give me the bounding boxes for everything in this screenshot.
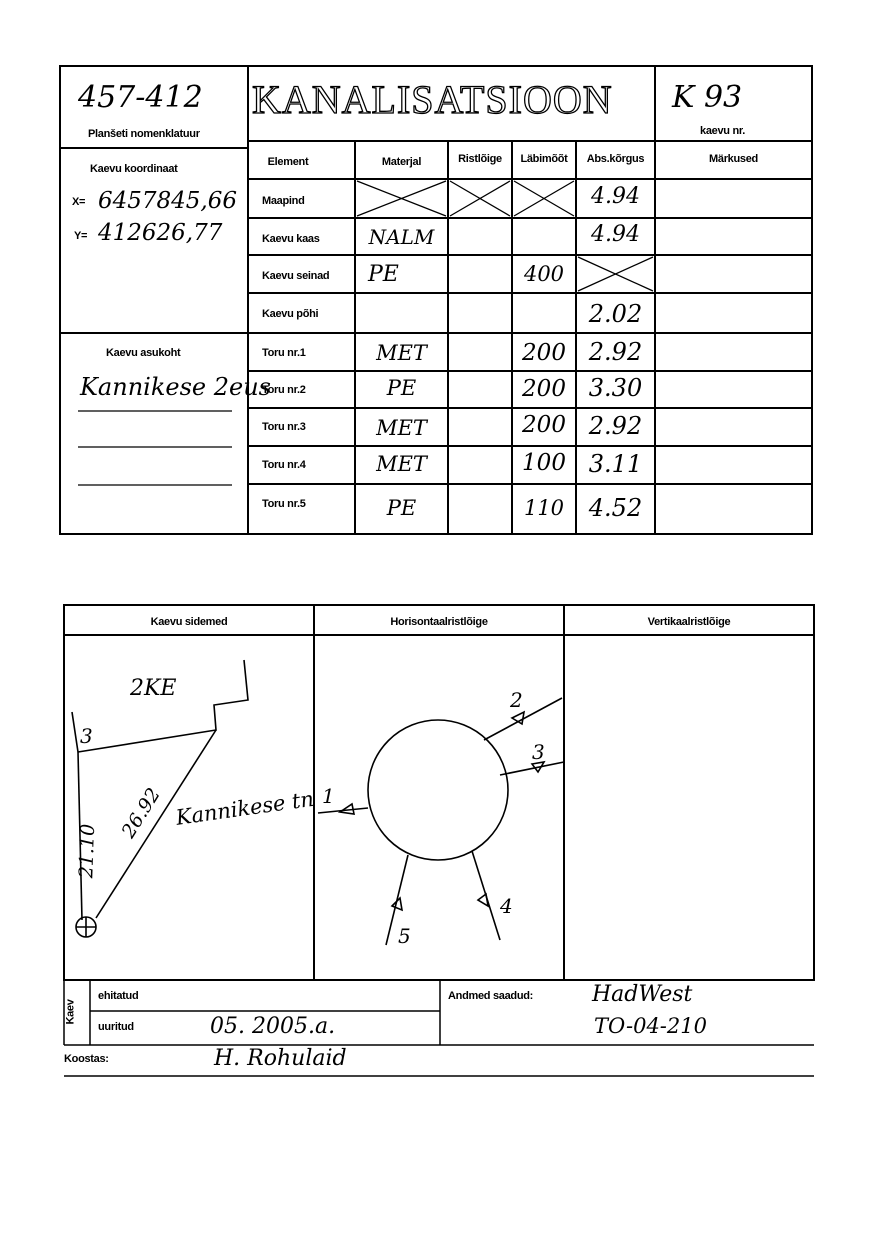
koostas-value: H. Rohulaid: [214, 1046, 347, 1071]
diagram-header-sidemed: Kaevu sidemed: [150, 616, 228, 628]
col-header-diameter: Läbimõõt: [520, 153, 568, 165]
row-material: MET: [376, 341, 427, 365]
pipe-label-1: 1: [322, 784, 335, 808]
row-material: PE: [386, 376, 417, 400]
sidemed-street: Kannikese tn: [174, 786, 316, 830]
kaev-label: Kaev: [64, 999, 77, 1025]
sidemed-label-3: 3: [80, 724, 93, 748]
coord-x-value: 6457845,66: [98, 188, 238, 214]
sheet-number: 457-412: [78, 80, 203, 115]
row-element: Maapind: [262, 195, 305, 207]
row-height: 4.94: [591, 184, 640, 209]
uuritud-value: 05. 2005.a.: [210, 1014, 336, 1039]
row-material: NALM: [368, 225, 435, 249]
row-diameter: 400: [523, 262, 565, 286]
andmed-label: Andmed saadud:: [448, 990, 534, 1002]
coord-y-prefix: Y=: [74, 230, 88, 242]
koostas-label: Koostas:: [64, 1053, 109, 1065]
uuritud-label: uuritud: [98, 1021, 134, 1033]
coord-y-value: 412626,77: [98, 220, 223, 246]
col-header-cross: Ristlõige: [458, 153, 502, 165]
col-header-material: Materjal: [381, 156, 422, 168]
diagram-header-horizontal: Horisontaalristlõige: [390, 616, 488, 628]
sidemed-dist-1: 21.10: [75, 823, 100, 879]
row-material: PE: [368, 262, 399, 287]
row-height: 3.30: [588, 374, 643, 402]
col-header-height: Abs.kõrgus: [586, 153, 645, 165]
row-diameter: 110: [523, 496, 565, 520]
row-height: 2.92: [588, 412, 643, 440]
row-diameter: 200: [522, 340, 566, 366]
row-diameter: 100: [522, 450, 566, 476]
well-circle: [368, 720, 508, 860]
row-material: MET: [376, 416, 427, 440]
well-id: K 93: [672, 80, 743, 115]
coord-x-prefix: X=: [72, 196, 86, 208]
pipe-label-5: 5: [398, 924, 411, 948]
row-height: 4.52: [588, 494, 643, 522]
ehitatud-label: ehitatud: [98, 990, 139, 1002]
location-label: Kaevu asukoht: [106, 347, 181, 359]
sheet-number-label: Planšeti nomenklatuur: [88, 128, 200, 140]
row-material: MET: [376, 452, 427, 476]
well-no-label: kaevu nr.: [700, 125, 745, 137]
col-header-remarks: Märkused: [709, 153, 758, 165]
pipe-label-4: 4: [500, 894, 513, 918]
row-element: Toru nr.2: [262, 384, 306, 396]
row-element: Kaevu põhi: [262, 308, 319, 320]
row-element: Toru nr.4: [262, 459, 306, 471]
row-element: Toru nr.5: [262, 498, 306, 510]
row-height: 2.92: [588, 338, 643, 366]
row-material: PE: [386, 496, 417, 520]
row-height: 3.11: [588, 450, 643, 478]
horizontal-section-sketch: [318, 698, 564, 945]
sidemed-label-2ke: 2KE: [130, 676, 177, 701]
sidemed-dist-2: 26.92: [117, 784, 165, 842]
coords-label: Kaevu koordinaat: [90, 163, 178, 175]
pipe-label-3: 3: [532, 740, 545, 764]
row-diameter: 200: [522, 376, 566, 402]
row-element: Toru nr.3: [262, 421, 306, 433]
location-value: Kannikese 2eus: [80, 373, 271, 401]
row-element: Toru nr.1: [262, 347, 306, 359]
andmed-code: TO-04-210: [594, 1014, 707, 1038]
row-height: 4.94: [591, 222, 640, 247]
col-header-element: Element: [267, 156, 309, 168]
row-height: 2.02: [588, 300, 643, 328]
andmed-value: HadWest: [592, 982, 693, 1007]
pipe-label-2: 2: [510, 688, 523, 712]
page-title: KANALISATSIOON: [252, 77, 613, 122]
row-element: Kaevu kaas: [262, 233, 320, 245]
row-element: Kaevu seinad: [262, 270, 330, 282]
diagram-header-vertical: Vertikaalristlõige: [647, 616, 731, 628]
row-diameter: 200: [522, 412, 566, 438]
